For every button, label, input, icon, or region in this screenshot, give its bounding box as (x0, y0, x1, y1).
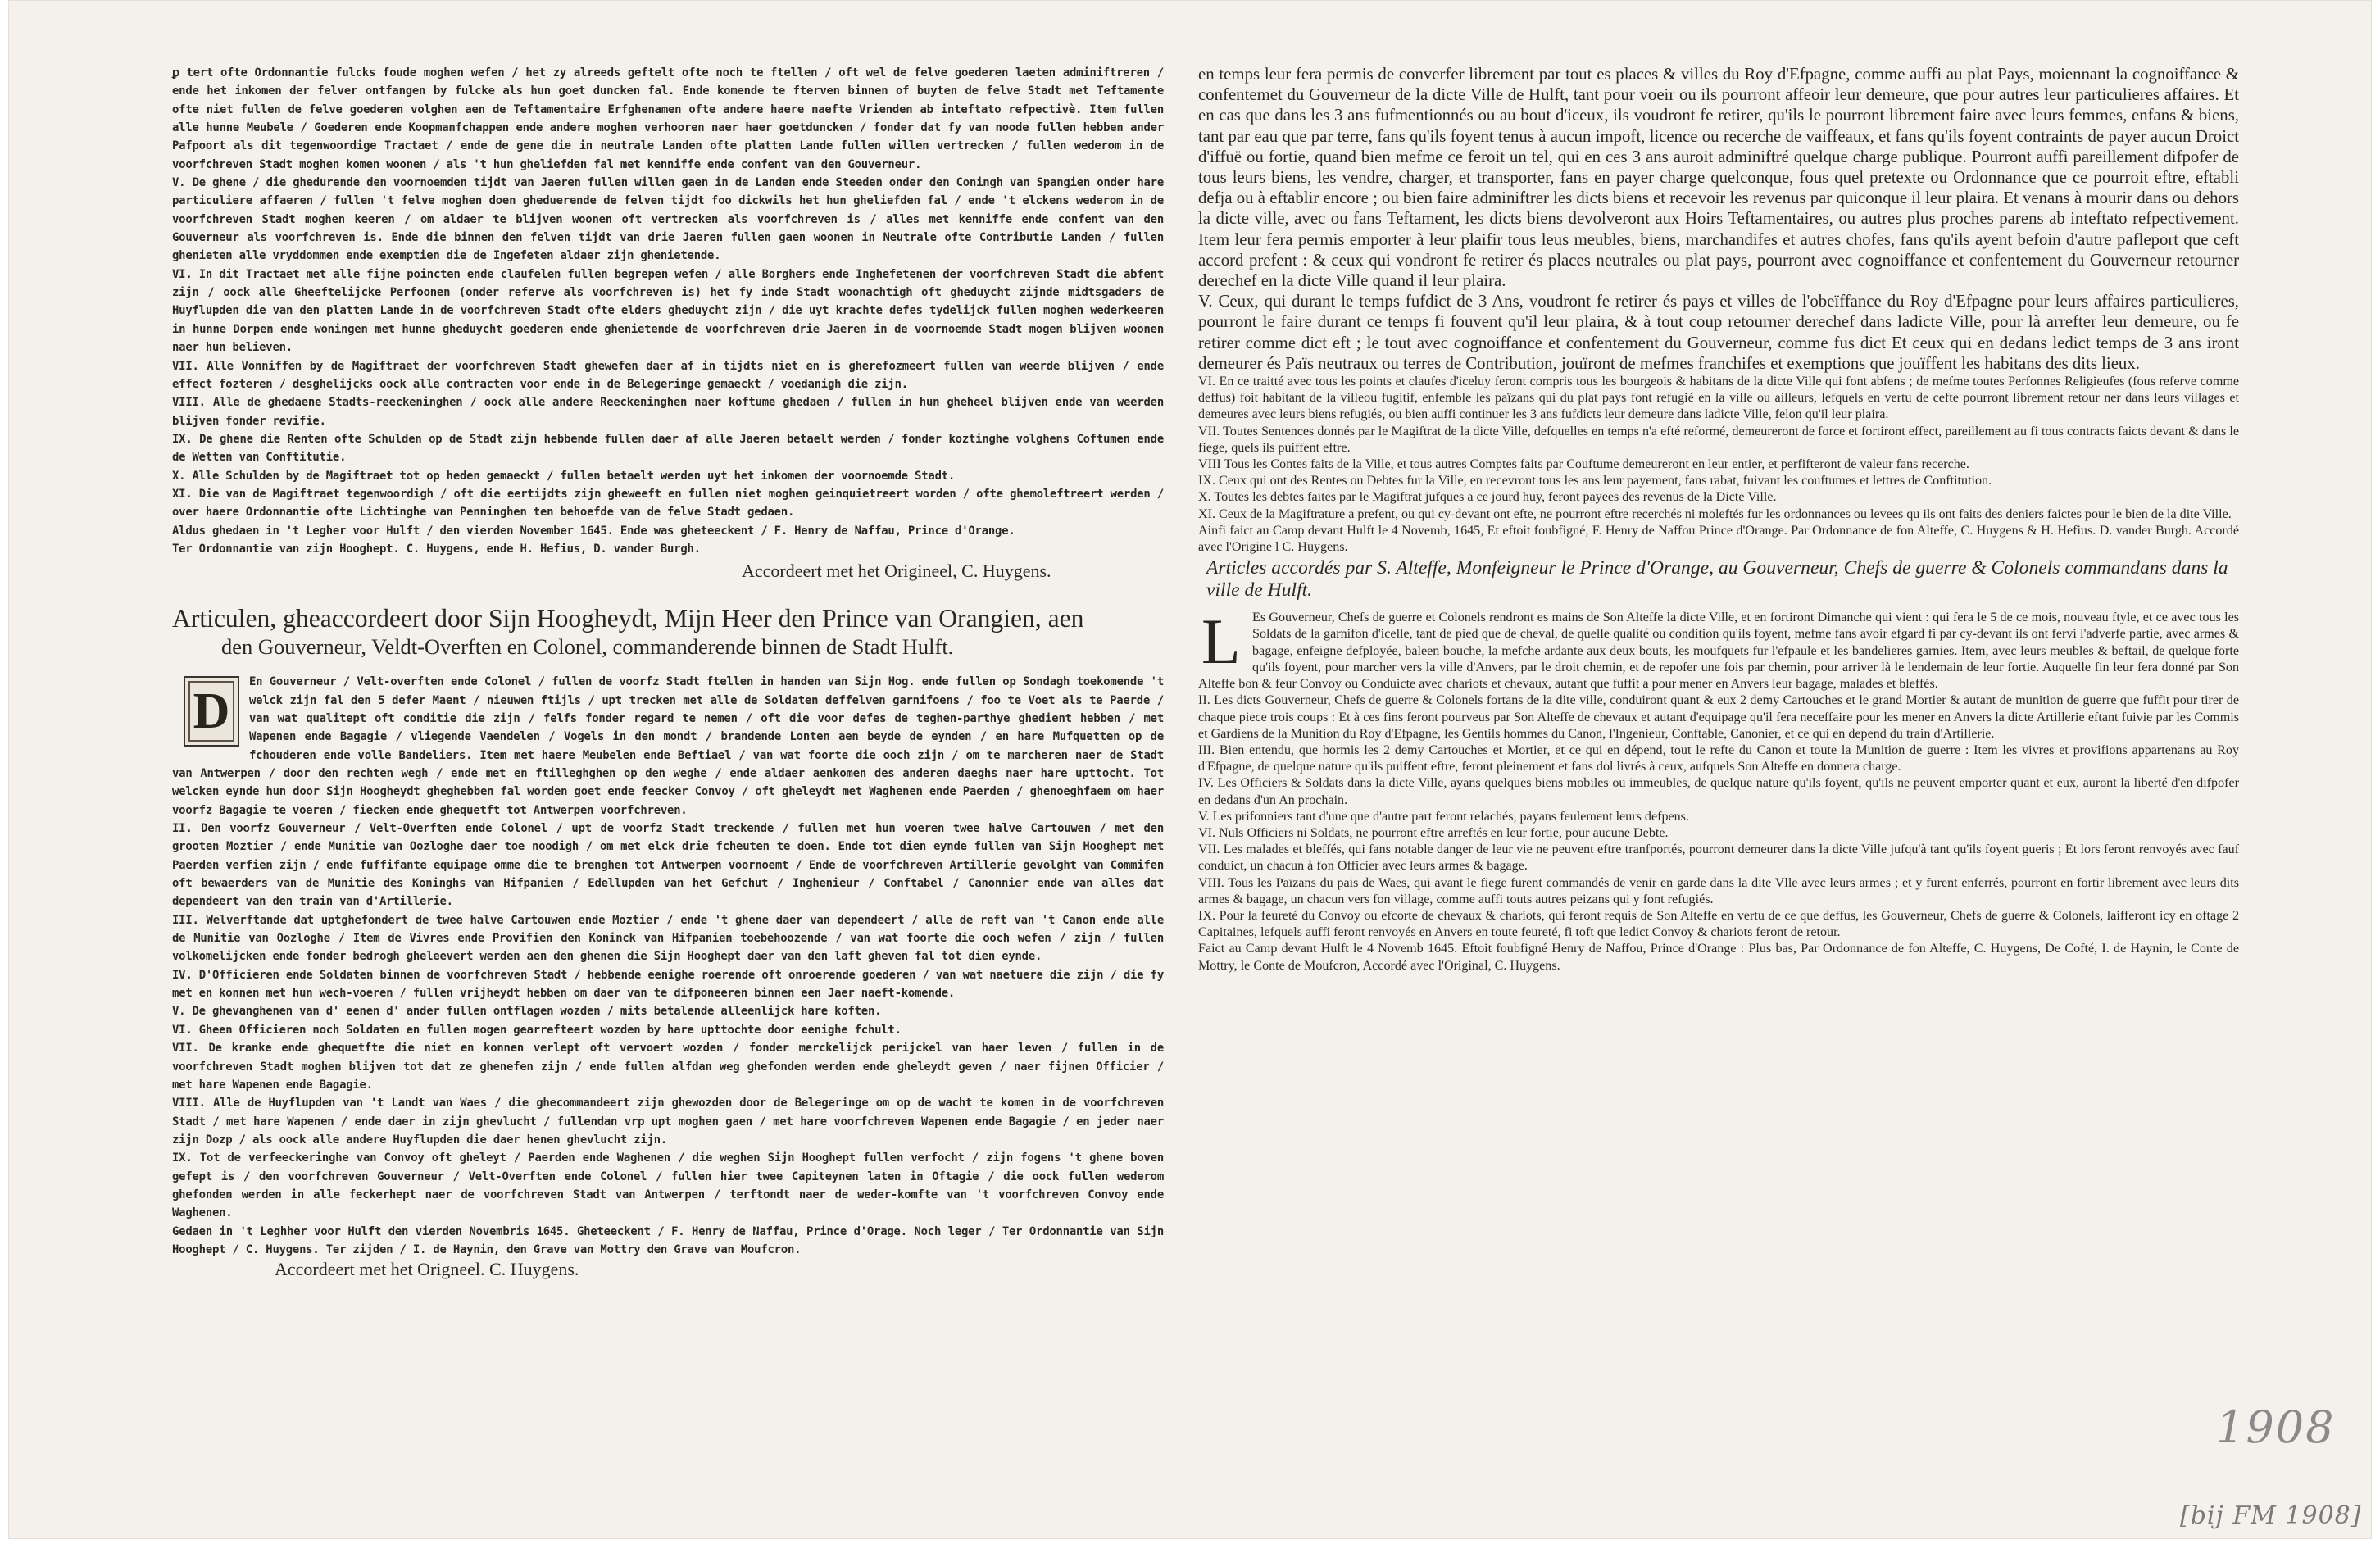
french-articles-title: Articles accordés par S. Alteffe, Monfeigneur le Prince d'Orange, au Gouverneur, Chefs de guerre & Colonels commandans dans la ville de Hulft. (1206, 557, 2228, 602)
dutch-article-5: V. De ghene / die ghedurende den voornoemden tijdt van Jaeren fullen willen gaen in de Landen ende Steeden onder den Coningh van Spangien onder hare particuliere affaeren / fullen 't felve moghen doen gheduerende de felven tijdt foo dickwils het hun gheliefden fal / ende 't elckens wederom in de voorfchreven Stadt moghen keeren / om aldaer te blijven woonen oft vertrecken als voorfchreven is / alles met kenniffe ende confent van den Gouverneur als voorfchreven is. Ende die binnen den felven tijdt van drie Jaeren fullen gaen woonen in Neutrale ofte Contributie Landen / fullen ghenieten alle vryddommen ende exemptien die de Ingefeten aldaer zijn ghenietende. (172, 176, 1164, 263)
dutch-capitulation-article-5: V. De ghevanghenen van d' eenen d' ander fullen ontflagen wozden / mits betalende alleenlijck hare koften. (172, 1005, 882, 1019)
dutch-title-sub: den Gouverneur, Veldt-Overften en Colonel, commanderende binnen de Stadt Hulft. (221, 634, 954, 660)
initial-letter: L (1201, 606, 1241, 678)
dutch-article-10: X. Alle Schulden by de Magiftraet tot op heden gemaeckt / fullen betaelt werden uyt het inkomen der voornoemde Stadt. (172, 469, 956, 483)
dutch-article-1-block (172, 673, 1164, 820)
dutch-accord-line: Accordeert met het Origineel, C. Huygens. (742, 561, 1051, 582)
dutch-articles-title (172, 604, 1164, 661)
dutch-capitulation-article-7: VII. De kranke ende ghequetfte die niet en konnen verlept oft vervoert wozden / fonder merckelijck perijckel van haer leven / fullen in de voorfchreven Stadt moghen blijven tot dat ze ghenefen zijn / ende fullen alfdan weg ghefonden werden ende gheleydt geven / naer fijnen Officier / met hare Wapenen ende Bagagie. (172, 1042, 1164, 1092)
dutch-capitulation-article-3: III. Welverftande dat uptghefondert de twee halve Cartouwen ende Moztier / ende 't ghene daer van dependeert / alle de reft van 't Canon ende alle de Munitie van Oozloghe / Item de Vivres ende Provifien den Koninck van Hifpanien toebehoozende / van wat foorte die ooch wefen / zijn / fullen volkomelijcken ende fonder bedrogh gheleevert werden aen den ghenen die Sijn Hooghept daer van den laft gheven fal tot dien eynde. (172, 913, 1164, 964)
dutch-signature-1: Aldus ghedaen in 't Legher voor Hulft / den vierden November 1645. Ende was gheteeckent / F. Henry de Naffau, Prince d'Orange. (172, 524, 1015, 538)
french-capitulation-article-2: II. Les dicts Gouverneur, Chefs de guerre & Colonels fortans de la dite ville, conduiront quant & eux 2 demy Cartouches et le grand Mortier & autant de munition de guerre que fuffit pour tirer de chaque piece trois coups : Et à ces fins feront pourveus par Son Alteffe de chevaux et autant d'equipage qu'il fera neceffaire pour les mener en Anvers la dicte Artillerie eftant fuivie par les Commis et Gardiens de la Munition du Roy d'Efpagne, les Gentils hommes du Canon, l'Ingenieur, Conftable, Canonier, et ce qui en depend du train d'Artillerie. (1198, 693, 2239, 741)
french-capitulation-article-8: VIII. Tous les Païzans du pais de Waes, qui avant le fiege furent commandés de venir en garde dans la dite Vlle avec leurs armes ; et y furent enferrés, pourront en fortir librement avec leurs dits armes & bagage, un chacun vers fon village, comme auffi touts autres peizans qui y font refugiés. (1198, 875, 2239, 906)
french-capitulation-article-1: Es Gouverneur, Chefs de guerre et Colonels rendront es mains de Son Alteffe la dicte Ville, et en fortiront Dimanche qui vient : qui fera le 5 de ce mois, nouveau ftyle, et ce avec tous les Soldats de la garnifon d'icelle, tant de pied que de cheval, de quelle qualité ou condition qu'ils foyent, mefme fans avoir efgard fi par cy-devant ils ont fervi l'adverfe partie, avec armes & bagage, enfeigne defployée, baleen bouche, la mefche ardante aux deux bouts, les moufquets fur l'efpaule et les bandelieres garnies. Item, avec leurs meubles & beftail, de quelque forte qu'ils foyent, pour marcher vers la ville d'Anvers, par le droit chemin, et de repofer une fois par chemin, pour arriver là le lendemain de leur fortie. Auquelle fin leur fera donné par Son Alteffe bon & feur Convoy ou Conduicte avec chariots et chevaux, autant que fuffit a pour mener en Anvers leur bagage, malades et bleffés. (1198, 611, 2239, 692)
decorated-initial: D (184, 676, 239, 747)
french-capitulation-article-9: IX. Pour la feureté du Convoy ou efcorte de chevaux & chariots, qui feront requis de Son Alteffe en vertu de ce que deffus, les Gouverneur, Chefs de guerre & Colonels, laifferont icy en oftage 2 Capitaines, lefquels auffi feront renvoyés en Anvers en toute feureté, fi toft que ledict Convoy & chariots feront de retour. (1198, 908, 2239, 940)
french-article-8: VIII Tous les Contes faits de la Ville, et tous autres Comptes faits par Couftume demeureront en leur entier, et perfifteront de valeur fans recerche. (1198, 457, 1969, 472)
dutch-capitulation-article-2: II. Den voorfz Gouverneur / Velt-Overften ende Colonel / upt de voorfz Stadt treckende / fullen met hun voeren twee halve Cartouwen / met den grooten Moztier / ende Munitie van Oozloghe daer toe noodigh / om met elck drie fcheuten te doen. Ende tot dien eynde fullen van Sijn Hooghept met Paerden verfien zijn / ende fuffifante equipage omme die te brenghen tot Antwerpen voornoemt / Ende de voorfchreven Artillerie gevolght van Commifen oft bewaerders van de Munitie des Koninghs van Hifpanien / Edellupden van het Gefchut / Inghenieur / Conftabel / Canonnier ende van alles dat dependeert van den train van d'Artillerie. (172, 822, 1164, 909)
french-article-5: V. Ceux, qui durant le temps fufdict de 3 Ans, voudront fe retirer és pays et villes de l'obeïffance du Roy d'Efpagne pour leurs affaires particulieres, pourront le faire durant ce temps fi fouvent qu'il leur plaira, & à tout coup retourner derechef dans ladicte Ville, pour là arrefter leur demeure, ou fe retirer comme dict eft ; le tout avec cognoiffance et confentement du Gouverneur, comme fus dict Et ceux qui en dedans ledict temps de 3 ans iront demeurer és Païs neutraux ou terres de Contribution, jouïront de mefmes franchifes et exemptions que jouïffent les habitans des dits lieux. (1198, 292, 2239, 373)
french-article-6: VI. En ce traitté avec tous les points et claufes d'iceluy feront compris tous les bourgeois & habitans de la dicte Ville qui font abfens ; de mefme toutes Perfonnes Religieufes (fous referve comme deffus) foit habitant de la villeou fugitif, enfemble les païzans qui du plat pays font refugié en la ville ou ailleurs, lefquels en vertu de cefte pourront librement retour ner dans leurs villages et demeures avec leurs biens refugiés, ou bien auffi continuer les 3 ans fufdicts leur demeure dans ladicte Ville, felon qu'il leur plaira. (1198, 375, 2239, 422)
french-article-10: X. Toutes les debtes faites par le Magiftrat jufques a ce jourd huy, feront payees des revenus de la Dicte Ville. (1198, 490, 1777, 505)
french-column (1198, 64, 2239, 974)
dutch-continued-text: ꝑ tert ofte Ordonnantie fulcks foude moghen wefen / het zy alreeds geftelt ofte noch te ftellen / oft wel de felve goederen laeten adminiftreren / ende het inkomen der felver ontfangen by fulcke als hun goet duncken fal. Ende komende te fterven binnen of buyten de felve Stadt met Teftamente ofte niet fullen de felve goederen volghen aen de Teftamentaire Erfghenamen ofte andere haere naefte Vrienden ab inteftato refpectivè. Item fullen alle hunne Meubele / Goederen ende Koopmanfchappen ende andere moghen verhooren naer haer goetduncken / fonder dat fy van noode fullen hebben ander Pafpoort als dit tegenwoordige Tractaet / ende de gene die in neutrale Landen ofte platten Lande fullen willen vertrecken / fullen wederom in de voorfchreven Stadt moghen komen woonen / als 't hun gheliefden fal met kenniffe ende confent van den Gouverneur. (172, 66, 1164, 171)
french-capitulation-article-5: V. Les prifonniers tant d'une que d'autre part feront relachés, payans feulement leurs defpens. (1198, 809, 1689, 824)
dutch-article-9: IX. De ghene die Renten ofte Schulden op de Stadt zijn hebbende fullen daer af alle Jaeren betaelt werden / fonder koztinghe volghens Coftumen ende de Wetten van Conftitutie. (172, 432, 1164, 465)
dutch-capitulation-signature: Gedaen in 't Leghher voor Hulft den vierden Novembris 1645. Gheteeckent / F. Henry de Naffau, Prince d'Orage. Noch leger / Ter Ordonnantie van Sijn Hooghept / C. Huygens. Ter zijden / I. de Haynin, den Grave van Mottry den Grave van Moufcron. (172, 1224, 1164, 1256)
dutch-title-main: Articulen, gheaccordeert door Sijn Hoogheydt, Mijn Heer den Prince van Orangien, aen (172, 604, 1084, 633)
french-capitulation-article-3: III. Bien entendu, que hormis les 2 demy Cartouches et Mortier, et ce qui en dépend, tout le refte du Canon et toute la Munition de guerre : Item les vivres et provifions appartenans au Roy d'Efpagne, de quelque nature qu'ils puiffent eftre, feront pleinement et fans dol livrés à ceux, aufquels Son Alteffe en donnera charge. (1198, 742, 2239, 774)
french-capitulation-article-6: VI. Nuls Officiers ni Soldats, ne pourront eftre arreftés en leur fortie, pour aucune Debte. (1198, 825, 1669, 840)
handwritten-number: 1908 (2216, 1401, 2336, 1453)
collection-mark: [bij FM 1908] (2180, 1501, 2362, 1530)
french-capitulation-signature: Faict au Camp devant Hulft le 4 Novemb 1645. Eftoit foubfigné Henry de Naffou, Prince d'Orange : Plus bas, Par Ordonnance de fon Alteffe, C. Huygens, De Cofté, I. de Haynin, le Conte de Mottry, le Conte de Moufcron, Accordé avec l'Original, C. Huygens. (1198, 942, 2239, 973)
french-article-11: XI. Ceux de la Magiftrature a prefent, ou qui cy-devant ont efte, ne pourront eftre recerchés ni moleftés fur les ordonnances ou levees qu ils ont faits des deniers faictes pour le bien de la dite Ville. (1198, 506, 2232, 521)
french-article-7: VII. Toutes Sentences donnés par le Magiftrat de la dicte Ville, defquelles en temps n'a efté reformé, demeureront de force et fortiront effect, pareillement au fi tous contracts faicts devant & dans le fiege, quels ils puiffent eftre. (1198, 424, 2239, 455)
dutch-article-11: XI. Die van de Magiftraet tegenwoordigh / oft die eertijdts zijn gheweeft en fullen niet moghen geinquietreert worden / ofte ghemoleftreert werden / over haere Ordonnantie ofte Lichtinghe van Penninghen ten behoefde van de felve Stadt gedaen. (172, 487, 1164, 520)
dutch-article-7: VII. Alle Vonniffen by de Magiftraet der voorfchreven Stadt ghewefen daer af in tijdts niet en is gherefozmeert fullen van weerde blijven / ende effect fozteren / desghelijcks oock alle contracten voor ende in de Belegeringe gemaeckt / voedanigh die zijn. (172, 359, 1164, 391)
printed-sheet (8, 0, 2372, 1539)
dutch-column (172, 64, 1164, 1280)
dutch-capitulation-article-1: En Gouverneur / Velt-overften ende Colonel / fullen de voorfz Stadt ftellen in handen van Sijn Hog. ende fullen op Sondagh toekomende 't welck zijn fal den 5 defer Maent / nieuwen ftijls / upt trecken met alle de Soldaten deffelven garnifoens / foo te Voet als te Paerde / van wat qualitept oft conditie die zijn / felfs fonder regard te nemen / oft die voor defes de teghen-parthye ghedient hebben / met Wapenen ende Bagagie / vliegende Vaendelen / Vogels in den mondt / brandende Lonten aen beyde de eynden / en hare Mufquetten op de fchouderen ende volle Bandeliers. Item met haere Meubelen ende Beftiael / van wat foorte die ooch zijn / om te marcheren naer de Stadt van Antwerpen / door den rechten wegh / ende met en ftilleghghen op den weghe / ende aldaer aenkomen des anderen daeghs naer hare upttocht. Tot welcken eynde hun door Sijn Hoogheydt gheghebben fal worden goet ende feecker Convoy / oft gheleydt met Waghenen ende Paerden / ghenoeghfaem om haer voorfz Bagagie te voeren / fiecken ende ghequetft tot Antwerpen voorfchreven. (172, 675, 1164, 817)
french-capitulation-article-4: IV. Les Officiers & Soldats dans la dicte Ville, ayans quelques biens mobiles ou immeubles, de quelque nature qu'ils foyent, qu'ils ne peuvent emporter quant et eux, auront la liberté d'en difpofer en dedans d'un An prochain. (1198, 776, 2239, 807)
dutch-capitulation-article-9: IX. Tot de verfeeckeringhe van Convoy oft gheleyt / Paerden ende Waghenen / die weghen Sijn Hooghept fullen verfocht / zijn fogens 't ghene boven gefept is / den voorfchreven Gouverneur / Velt-Overften ende Colonel / fullen hier twee Capiteynen laten in Oftagie / die oock fullen wederom ghefonden werden in alle feckerhept naer de voorfchreven Stadt van Antwerpen / terftondt naer de weder-komfte van 't voorfchreven Convoy ende Waghenen. (172, 1151, 1164, 1220)
french-article-1-block (1198, 606, 2239, 693)
dutch-capitulation-article-4: IV. D'Officieren ende Soldaten binnen de voorfchreven Stadt / hebbende eenighe roerende oft onroerende goederen / van wat naetuere die zijn / die fy met en konnen met hun wech-voeren / fullen vrijheydt hebben om daer van te difponeeren binnen een Jaer naeft-komende. (172, 968, 1164, 1001)
french-continued-text: en temps leur fera permis de converfer librement par tout es places & villes du Roy d'Efpagne, comme auffi au plat Pays, moiennant la cognoiffance & confentemet du Gouverneur de la dicte Ville de Hulft, tant pour voeir ou ils pourront affeoir leur demeure, que pour autres leur particulieres affaires. Et en cas que dans les 3 ans fufmentionnés ou au bout d'iceux, ils voudront fe retirer, qu'ils le pourront librement faire avec leurs femmes, enfans & biens, tant par eau que par terre, fans qu'ils foyent tenus à aucun impoft, licence ou recerche de vaiffeaux, et fans qu'ils foyent contraints de payer aucun Droict d'iffuë ou fortie, quand bien mefme ce feroit un tel, qui en ces 3 ans auroit adminiftré quelque charge publique. Pourront auffi pareillement difpofer de tous leurs biens, les vendre, charger, et transporter, fans en payer charge quelconque, fous quel pretexte ou Ordonnance que ce pourroit eftre, eftabli defja ou à eftablir encore ; ou bien faire adminiftrer les dicts biens et recevoir les revenus par quiconque il leur plaira. Et venans à mourir dans ou dehors la dicte ville, avec ou fans Teftament, les dicts biens devolveront aux Hoirs Teftamentaires, ou autres plus proches parens ab inteftato refpectivement. Item leur fera permis emporter à leur plaifir tous leus meubles, biens, marchandifes et autres chofes, fans qu'ils ayent befoin d'autre pafleport que ceft accord prefent : & ceux qui vondront fe retirer és places neutrales ou plat pays, pourront avec cognoiffance et confentement du Gouverneur retourner derechef en la dicte Ville quand il leur plaira. (1198, 65, 2239, 291)
dutch-capitulation-article-8: VIII. Alle de Huyflupden van 't Landt van Waes / die ghecommandeert zijn ghewozden door de Belegeringe om op de wacht te komen in de voorfchreven Stadt / met hare Wapenen / ende daer in zijn ghevlucht / fullendan vrp upt moghen gaen / met hare voorfchreven Wapenen ende Bagagie / en jeder naer zijn Dozp / als oock alle andere Huyflupden die daer henen ghevlucht zijn. (172, 1097, 1164, 1147)
dutch-signature-2: Ter Ordonnantie van zijn Hooghept. C. Huygens, ende H. Hefius, D. vander Burgh. (172, 542, 701, 556)
dutch-article-6: VI. In dit Tractaet met alle fijne poincten ende claufelen fullen begrepen wefen / alle Borghers ende Inghefetenen der voorfchreven Stadt die abfent zijn / oock alle Gheeftelijcke Perfoonen (onder referve als voorfchreven is) het fy inde Stadt woonachtigh oft gheduycht zijnde midtsgaders de Huyflupden die van den platten Lande in de voorfchreven Stadt ofte elders gheduycht zijn / die uyt krachte defes tydelijck fullen moghen wederkeeren in hunne Dorpen ende woningen met hunne gheduycht goederen ende ghenietende de voorfchreven drie Jaeren in de voornoemde Stadt mogen blijven woonen naer hun believen. (172, 267, 1164, 355)
dutch-article-8: VIII. Alle de ghedaene Stadts-reeckeninghen / oock alle andere Reeckeninghen naer koftume ghedaen / fullen in hun gheheel blijven ende van weerden blijven fonder revifie. (172, 396, 1164, 428)
dutch-capitulation-accord: Accordeert met het Origneel. C. Huygens. (275, 1259, 579, 1280)
french-capitulation-article-7: VII. Les malades et bleffés, qui fans notable danger de leur vie ne peuvent eftre tranfportés, pourront demeurer dans la dicte Ville jufqu'à tant qu'ils foyent gueris ; Et lors feront renvoyés avec fauf conduict, un chacun à fon Officier avec leurs armes & bagage. (1198, 842, 2239, 874)
french-article-9: IX. Ceux qui ont des Rentes ou Debtes fur la Ville, en recevront tous les ans leur payement, fans rabat, fuivant les couftumes et lettres de Conftitution. (1198, 474, 1992, 488)
dutch-capitulation-article-6: VI. Gheen Officieren noch Soldaten en fullen mogen gearrefteert wozden by hare upttochte door eenighe fchult. (172, 1023, 902, 1037)
french-signature-1: Ainfi faict au Camp devant Hulft le 4 Novemb, 1645, Et eftoit foubfigné, F. Henry de Naffou Prince d'Orange. Par Ordonnance de fon Alteffe, C. Huygens & H. Hefius. D. vander Burgh. Accordé avec l'Origine l C. Huygens. (1198, 523, 2239, 555)
